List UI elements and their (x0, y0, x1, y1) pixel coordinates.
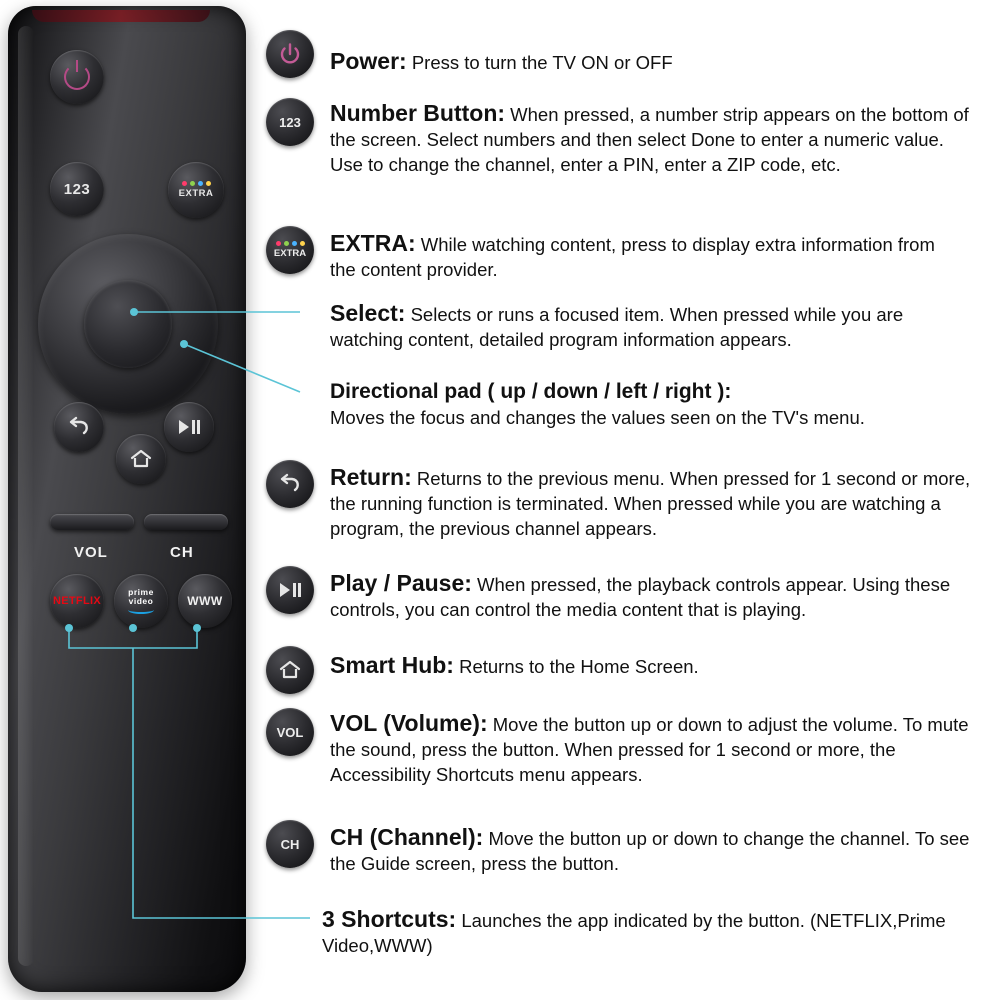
callout-vol-title: VOL (Volume): (330, 710, 488, 736)
ch-icon-label: CH (280, 836, 300, 852)
play-pause-icon (277, 581, 303, 599)
callout-return-title: Return: (330, 464, 412, 490)
callout-extra-title: EXTRA: (330, 230, 416, 256)
home-icon (278, 659, 302, 681)
extra-icon-label: EXTRA (273, 248, 307, 259)
callout-smart-hub-title: Smart Hub: (330, 652, 454, 678)
callout-number-text (330, 98, 970, 177)
callout-select-text (330, 298, 950, 353)
power-icon (64, 64, 90, 90)
callout-number-icon (266, 98, 314, 146)
callout-power-icon (266, 30, 314, 78)
callout-dpad-text (330, 378, 960, 430)
remote-directional-pad[interactable] (38, 234, 218, 414)
callout-play-pause-text (330, 568, 980, 623)
callout-return-body: Returns to the previous menu. When pressed for 1 second or more, the running function is terminated. When pressed while you are watching a program, the previous channel appears. (330, 468, 971, 539)
callout-shortcuts-title: 3 Shortcuts: (322, 906, 457, 932)
number-icon-label: 123 (279, 114, 301, 130)
callout-smart-hub-text (330, 650, 950, 680)
callout-number-body: When pressed, a number strip appears on the bottom of the screen. Select numbers and then select Done to enter a numeric value. Use to change the channel, enter a PIN, enter a ZIP code, etc. (330, 104, 969, 175)
remote-number-button[interactable] (50, 162, 104, 216)
extra-button-label: EXTRA (178, 188, 214, 199)
power-icon (278, 42, 302, 66)
remote-select-button[interactable] (84, 280, 172, 368)
callout-extra-text (330, 228, 950, 283)
remote-power-button[interactable] (50, 50, 104, 104)
callout-shortcuts-text (322, 904, 982, 959)
return-icon (277, 472, 303, 496)
callout-extra-icon (266, 226, 314, 274)
play-pause-icon (176, 418, 202, 436)
callout-play-pause-body: When pressed, the playback controls appear. Using these controls, you can control the media content that is playing. (330, 574, 951, 621)
remote-channel-rocker[interactable] (144, 514, 228, 530)
callout-vol-icon (266, 708, 314, 756)
remote-vol-label: VOL (74, 544, 108, 561)
callout-vol-body: Move the button up or down to adjust the volume. To mute the sound, press the button. When pressed for 1 second or more, the Accessibility Shortcuts menu appears. (330, 714, 969, 785)
callout-return-icon (266, 460, 314, 508)
number-button-label: 123 (63, 180, 91, 198)
www-label: WWW (187, 594, 223, 608)
callout-return-text (330, 462, 978, 541)
callout-ch-text (330, 822, 990, 877)
callout-play-pause-title: Play / Pause: (330, 570, 472, 596)
remote-extra-button[interactable] (168, 162, 224, 218)
prime-label-top: prime (128, 587, 154, 597)
prime-video-label (128, 588, 154, 614)
netflix-label: NETFLIX (53, 595, 101, 607)
remote-www-button[interactable] (178, 574, 232, 628)
remote-return-button[interactable] (54, 402, 104, 452)
prime-swoosh-icon (128, 606, 154, 614)
callout-select-title: Select: (330, 300, 406, 326)
remote-smart-hub-button[interactable] (116, 434, 166, 484)
callout-extra-body: While watching content, press to display extra information from the content provider. (330, 234, 935, 281)
callout-dpad-title: Directional pad ( up / down / left / right ): (330, 380, 732, 403)
callout-select-body: Selects or runs a focused item. When pressed while you are watching content, detailed program information appears. (330, 304, 904, 351)
vol-icon-label: VOL (276, 724, 304, 740)
extra-dots-icon (276, 241, 305, 246)
remote-prime-video-button[interactable] (114, 574, 168, 628)
callout-ch-body: Move the button up or down to change the channel. To see the Guide screen, press the button. (330, 828, 970, 875)
home-icon (129, 448, 153, 470)
remote-volume-rocker[interactable] (50, 514, 134, 530)
callout-ch-icon (266, 820, 314, 868)
remote-play-pause-button[interactable] (164, 402, 214, 452)
callout-play-pause-icon (266, 566, 314, 614)
extra-dots-icon (182, 181, 211, 186)
tv-remote-illustration (8, 6, 246, 992)
callout-power-body: Press to turn the TV ON or OFF (406, 52, 673, 73)
callout-power-title: Power: (330, 48, 407, 74)
callout-shortcuts-body: Launches the app indicated by the button. (NETFLIX,Prime Video,WWW) (322, 910, 946, 957)
callout-ch-title: CH (Channel): (330, 824, 484, 850)
callout-home-icon (266, 646, 314, 694)
callout-number-title: Number Button: (330, 100, 506, 126)
return-icon (66, 415, 92, 439)
remote-netflix-button[interactable] (50, 574, 104, 628)
prime-label-bottom: video (128, 595, 154, 606)
callout-dpad-body: Moves the focus and changes the values seen on the TV's menu. (330, 406, 865, 428)
callout-smart-hub-body: Returns to the Home Screen. (453, 656, 699, 677)
callout-power-text (330, 46, 980, 76)
remote-ch-label: CH (170, 544, 194, 561)
callout-vol-text (330, 708, 985, 787)
